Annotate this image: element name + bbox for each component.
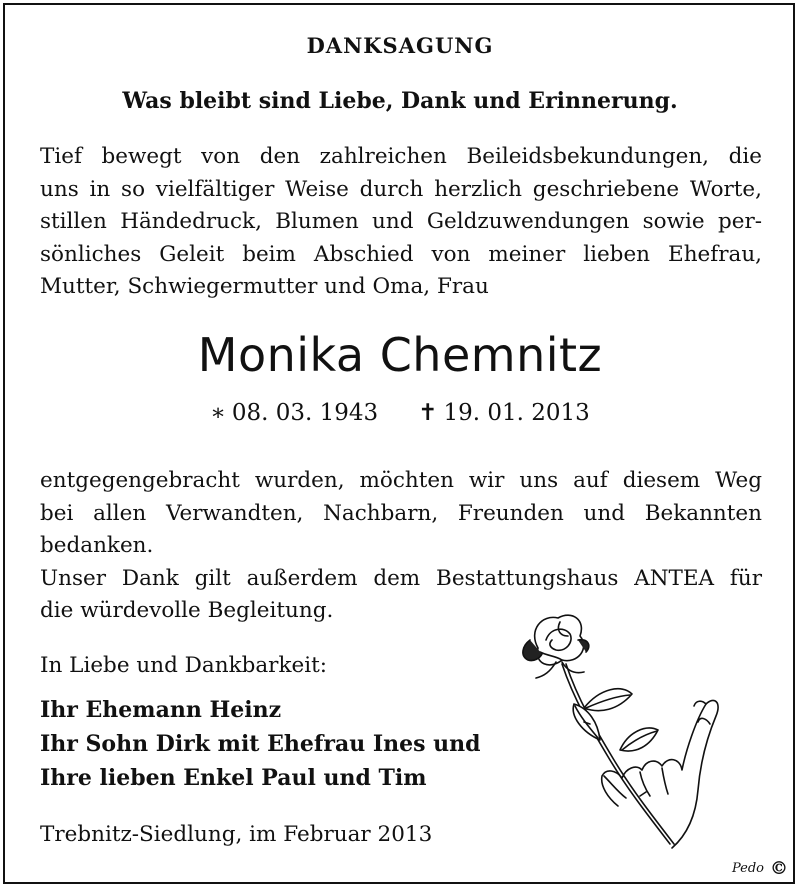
thanks-line: die würdevolle Begleitung. bbox=[40, 598, 334, 623]
intro-line: sönliches Geleit beim Abschied von meiner lieben Ehefrau, bbox=[40, 241, 762, 267]
intro-paragraph bbox=[40, 141, 762, 304]
notice-motto: Was bleibt sind Liebe, Dank und Erinnerung. bbox=[122, 88, 678, 114]
death-cross-icon: ✝ bbox=[418, 400, 438, 426]
life-dates bbox=[0, 400, 800, 426]
birth-star-icon: ∗ bbox=[210, 400, 226, 426]
death-date: 19. 01. 2013 bbox=[443, 400, 590, 426]
thanks-line: Unser Dank gilt außerdem dem Bestattungshaus ANTEA für bbox=[40, 565, 762, 591]
birth-date: 08. 03. 1943 bbox=[231, 400, 379, 426]
artist-credit bbox=[732, 858, 788, 879]
artist-signature: Pedo bbox=[731, 861, 764, 876]
signer: Ihr Sohn Dirk mit Ehefrau Ines und bbox=[40, 731, 481, 757]
intro-line: Tief bewegt von den zahlreichen Beileidsbekundungen, die bbox=[40, 144, 762, 169]
copyright-icon: © bbox=[770, 858, 788, 879]
signer: Ihr Ehemann Heinz bbox=[40, 697, 282, 723]
signers-list bbox=[40, 693, 481, 795]
intro-line: stillen Händedruck, Blumen und Geldzuwendungen sowie per- bbox=[40, 209, 762, 234]
place-date: Trebnitz-Siedlung, im Februar 2013 bbox=[40, 822, 433, 847]
thanks-line: bedanken. bbox=[40, 533, 154, 558]
rose-in-hand-icon bbox=[500, 600, 740, 850]
intro-line: Mutter, Schwiegermutter und Oma, Frau bbox=[40, 274, 489, 299]
thanks-line: bei allen Verwandten, Nachbarn, Freunden und Bekannten bbox=[40, 500, 762, 526]
closing-line: In Liebe und Dankbarkeit: bbox=[40, 653, 327, 678]
signer: Ihre lieben Enkel Paul und Tim bbox=[40, 765, 427, 791]
intro-line: uns in so vielfältiger Weise durch herzlich geschriebene Worte, bbox=[40, 176, 762, 202]
deceased-name: Monika Chemnitz bbox=[197, 328, 603, 382]
notice-heading: DANKSAGUNG bbox=[306, 33, 494, 58]
thanks-line: entgegengebracht wurden, möchten wir uns auf diesem Weg bbox=[40, 468, 762, 493]
